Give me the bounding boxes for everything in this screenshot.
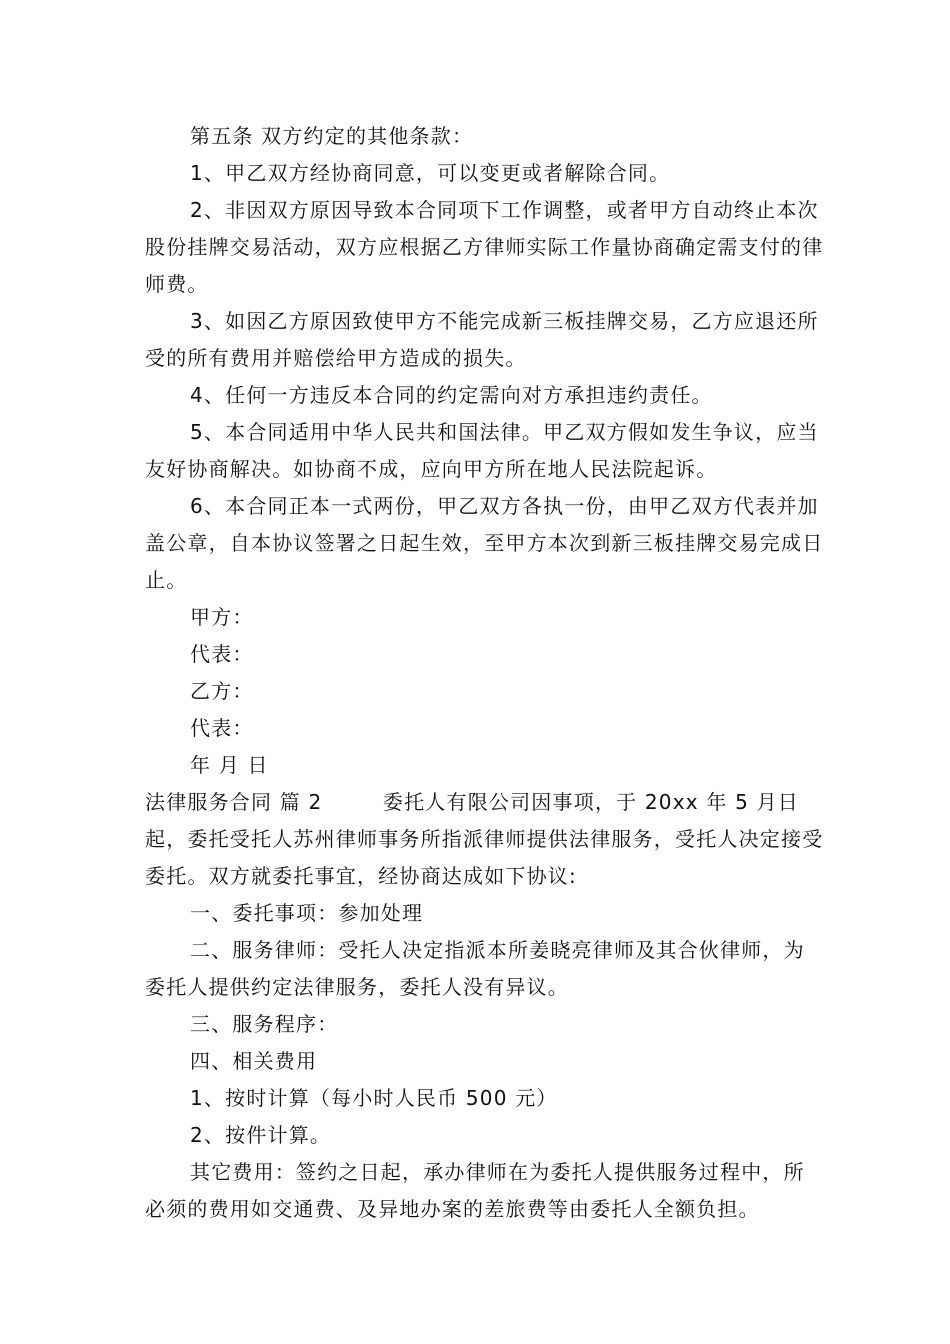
clause-item: 1、甲乙双方经协商同意，可以变更或者解除合同。 [190, 161, 671, 185]
clause-item: 6、本合同正本一式两份，甲乙双方各执一份，由甲乙双方代表并加盖公章，自本协议签署之日起生效，至甲方本次到新三板挂牌交易完成日止。 [145, 494, 824, 592]
section-fees: 四、相关费用 [190, 1049, 318, 1073]
signature-party-a: 甲方： [190, 605, 254, 629]
section-service-lawyer: 二、服务律师：受托人决定指派本所姜晓亮律师及其合伙律师，为委托人提供约定法律服务，委托人没有异议。 [145, 938, 805, 999]
signature-party-b: 乙方： [190, 679, 254, 703]
fee-item: 1、按时计算（每小时人民币 500 元） [190, 1086, 558, 1110]
signature-date: 年 月 日 [190, 753, 269, 777]
signature-rep-b: 代表： [190, 716, 254, 740]
clause-item: 4、任何一方违反本合同的约定需向对方承担违约责任。 [190, 383, 713, 407]
clause-item: 2、非因双方原因导致本合同项下工作调整，或者甲方自动终止本次股份挂牌交易活动，双方应根据乙方律师实际工作量协商确定需支付的律师费。 [145, 198, 824, 296]
clause-item: 3、如因乙方原因致使甲方不能完成新三板挂牌交易，乙方应退还所受的所有费用并赔偿给甲方造成的损失。 [145, 309, 819, 370]
signature-rep-a: 代表： [190, 642, 254, 666]
other-fees: 其它费用：签约之日起，承办律师在为委托人提供服务过程中，所必须的费用如交通费、及异地办案的差旅费等由委托人全额负担。 [145, 1160, 805, 1221]
clause-heading: 第五条 双方约定的其他条款： [190, 124, 474, 148]
contract-intro: 法律服务合同 篇 2 委托人有限公司因事项，于 20xx 年 5 月日起，委托受托人苏州律师事务所指派律师提供法律服务，受托人决定接受委托。双方就委托事宜，经协商达成如下协议: [145, 790, 824, 888]
document-body [145, 118, 825, 1228]
fee-item: 2、按件计算。 [190, 1123, 332, 1147]
clause-item: 5、本合同适用中华人民共和国法律。甲乙双方假如发生争议，应当友好协商解决。如协商不成，应向甲方所在地人民法院起诉。 [145, 420, 819, 481]
section-entrusted-matter: 一、委托事项：参加处理 [190, 901, 424, 925]
section-service-procedure: 三、服务程序： [190, 1012, 339, 1036]
